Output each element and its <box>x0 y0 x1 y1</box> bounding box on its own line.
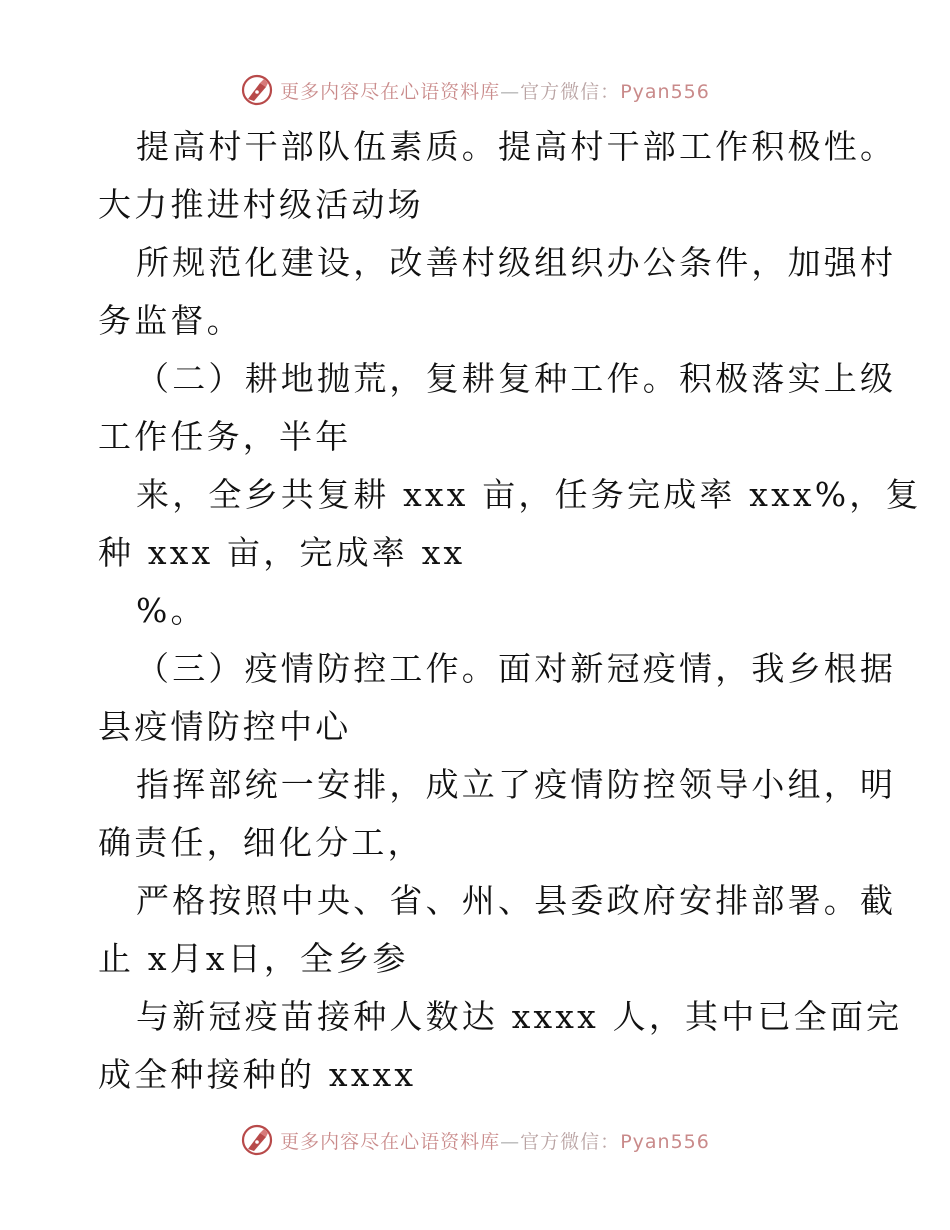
footer-wechat-label: 官方微信： <box>520 1130 621 1153</box>
document-body <box>98 118 922 1104</box>
footer-wechat-id: Pyan556 <box>620 1130 710 1153</box>
body-text-line: 指挥部统一安排，成立了疫情防控领导小组，明 <box>136 765 897 804</box>
body-text-line: 工作任务，半年 <box>98 417 352 456</box>
header-dash: — <box>500 80 521 103</box>
body-text-line: 大力推进村级活动场 <box>98 185 424 224</box>
pen-nib-logo-icon <box>240 1123 274 1157</box>
footer-dash: — <box>500 1130 521 1153</box>
header-wechat-id: Pyan556 <box>620 80 710 103</box>
body-text-line: 所规范化建设，改善村级组织办公条件，加强村 <box>136 243 897 282</box>
body-text-line: 来，全乡共复耕 xxx 亩，任务完成率 xxx%，复 <box>136 475 922 514</box>
body-text-line: 成全种接种的 xxxx <box>98 1055 417 1094</box>
body-text-line: 止 x月x日，全乡参 <box>98 939 409 978</box>
header-banner-text <box>280 77 710 104</box>
body-text-line: 种 xxx 亩，完成率 xx <box>98 533 466 572</box>
body-text-line: 县疫情防控中心 <box>98 707 352 746</box>
body-text-line: %。 <box>136 591 207 630</box>
body-text-line: （三）疫情防控工作。面对新冠疫情，我乡根据 <box>136 649 897 688</box>
pen-nib-logo-icon <box>240 73 274 107</box>
header-site-name: 更多内容尽在心语资料库 <box>280 80 501 103</box>
footer-banner-text <box>280 1127 710 1154</box>
header-wechat-label: 官方微信： <box>520 80 621 103</box>
body-text-line: 严格按照中央、省、州、县委政府安排部署。截 <box>136 881 897 920</box>
body-text-line: 与新冠疫苗接种人数达 xxxx 人，其中已全面完 <box>136 997 903 1036</box>
body-text-line: （二）耕地抛荒，复耕复种工作。积极落实上级 <box>136 359 897 398</box>
footer-site-name: 更多内容尽在心语资料库 <box>280 1130 501 1153</box>
body-text-line: 提高村干部队伍素质。提高村干部工作积极性。 <box>136 127 897 166</box>
body-text-line: 务监督。 <box>98 301 243 340</box>
header-watermark-banner <box>0 70 950 110</box>
body-text-line: 确责任，细化分工， <box>98 823 424 862</box>
footer-watermark-banner <box>0 1120 950 1160</box>
